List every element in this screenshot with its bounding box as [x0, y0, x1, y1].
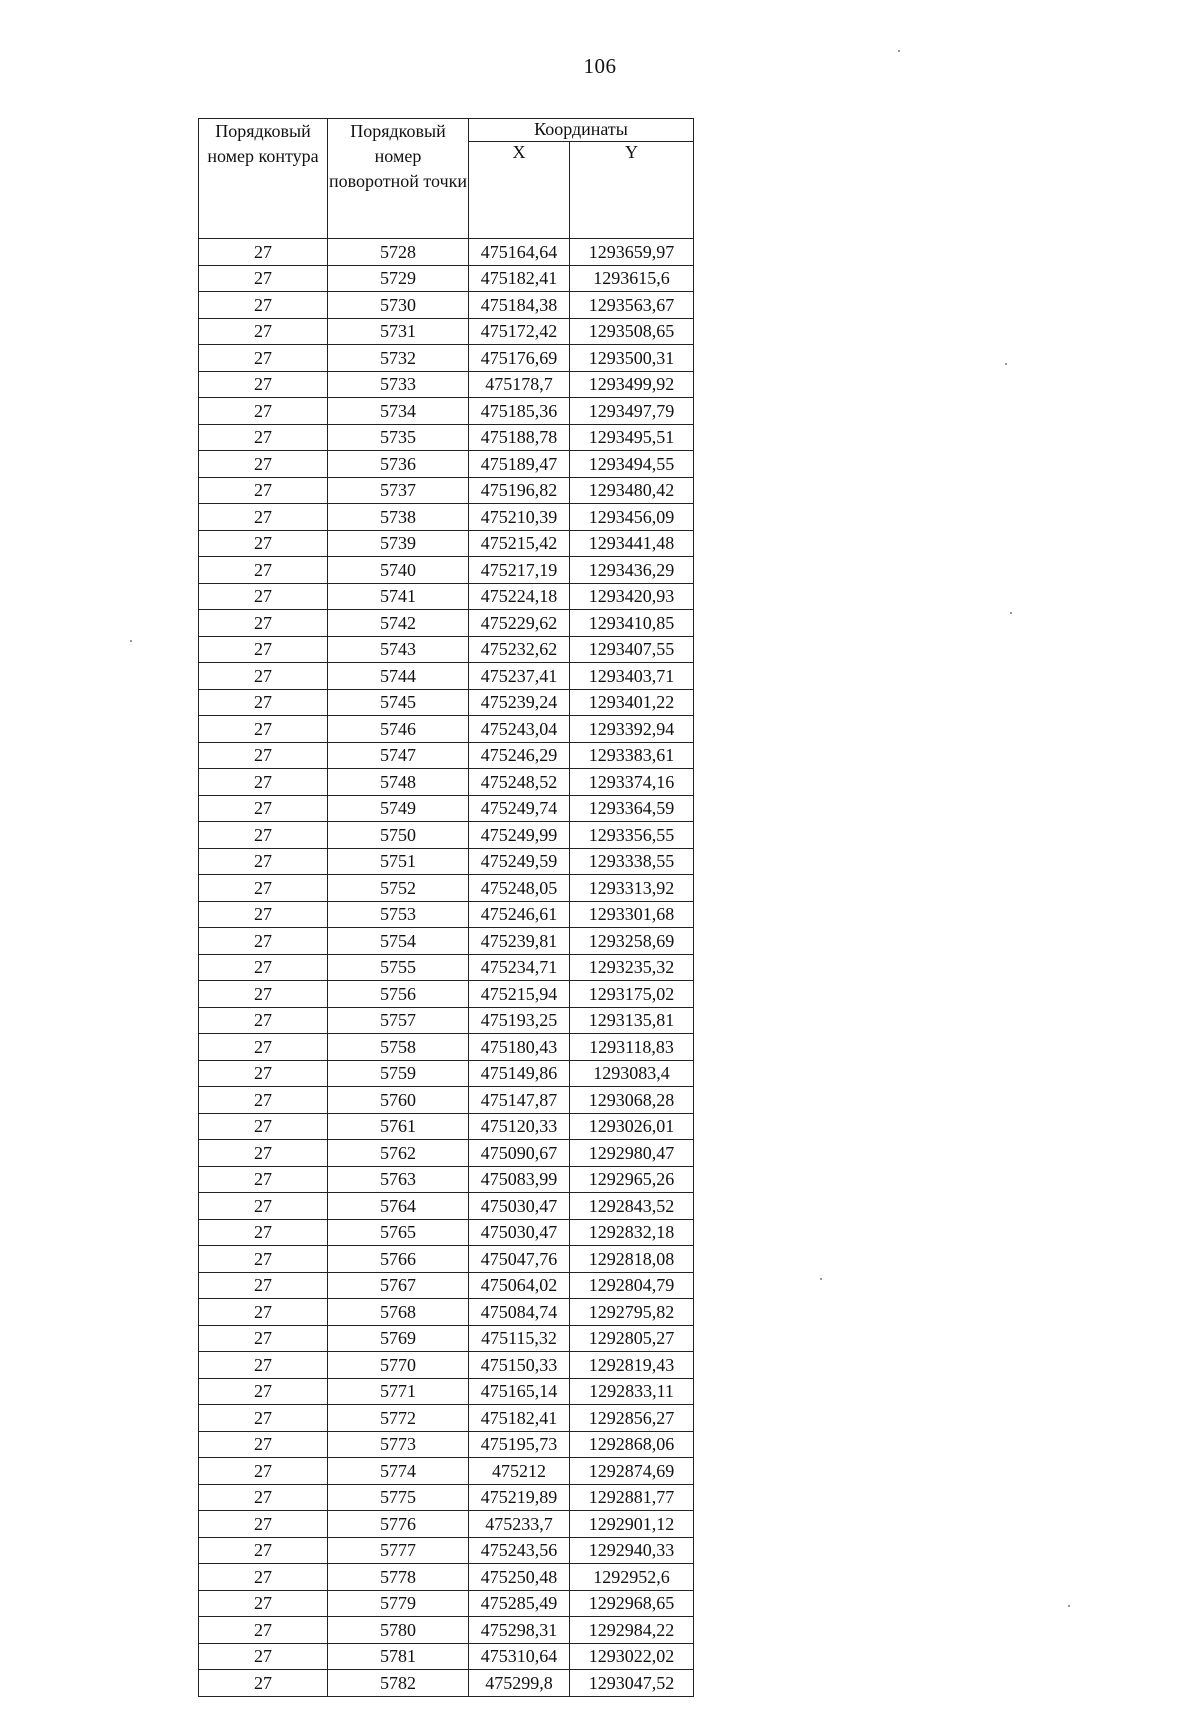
cell-x: 475233,7	[469, 1511, 570, 1538]
cell-y: 1293615,6	[570, 265, 694, 292]
cell-contour-number: 27	[199, 1140, 328, 1167]
cell-contour-number: 27	[199, 345, 328, 372]
cell-y: 1292968,65	[570, 1590, 694, 1617]
table-row	[199, 1219, 694, 1246]
cell-y: 1293083,4	[570, 1060, 694, 1087]
table-row	[199, 1325, 694, 1352]
cell-point-number: 5740	[328, 557, 469, 584]
cell-y: 1292940,33	[570, 1537, 694, 1564]
table-row	[199, 451, 694, 478]
table-header	[199, 119, 694, 239]
table-row	[199, 928, 694, 955]
cell-contour-number: 27	[199, 1060, 328, 1087]
cell-y: 1293258,69	[570, 928, 694, 955]
table-row	[199, 530, 694, 557]
cell-point-number: 5734	[328, 398, 469, 425]
cell-y: 1293301,68	[570, 901, 694, 928]
cell-x: 475030,47	[469, 1193, 570, 1220]
cell-point-number: 5739	[328, 530, 469, 557]
cell-y: 1293022,02	[570, 1643, 694, 1670]
cell-point-number: 5773	[328, 1431, 469, 1458]
cell-point-number: 5751	[328, 848, 469, 875]
table-row	[199, 1590, 694, 1617]
table-body	[199, 239, 694, 1697]
cell-point-number: 5750	[328, 822, 469, 849]
cell-contour-number: 27	[199, 1670, 328, 1697]
cell-y: 1293456,09	[570, 504, 694, 531]
cell-y: 1293480,42	[570, 477, 694, 504]
table-row	[199, 848, 694, 875]
cell-point-number: 5744	[328, 663, 469, 690]
table-row	[199, 1193, 694, 1220]
cell-x: 475150,33	[469, 1352, 570, 1379]
cell-x: 475248,52	[469, 769, 570, 796]
table-row	[199, 1299, 694, 1326]
cell-contour-number: 27	[199, 424, 328, 451]
table-row	[199, 477, 694, 504]
cell-y: 1293563,67	[570, 292, 694, 319]
cell-x: 475229,62	[469, 610, 570, 637]
cell-point-number: 5745	[328, 689, 469, 716]
cell-contour-number: 27	[199, 1564, 328, 1591]
cell-point-number: 5765	[328, 1219, 469, 1246]
cell-contour-number: 27	[199, 663, 328, 690]
cell-y: 1293494,55	[570, 451, 694, 478]
cell-contour-number: 27	[199, 742, 328, 769]
cell-contour-number: 27	[199, 1219, 328, 1246]
cell-contour-number: 27	[199, 1458, 328, 1485]
header-y: Y	[570, 142, 694, 239]
cell-y: 1293420,93	[570, 583, 694, 610]
cell-contour-number: 27	[199, 795, 328, 822]
cell-y: 1293508,65	[570, 318, 694, 345]
cell-contour-number: 27	[199, 981, 328, 1008]
cell-contour-number: 27	[199, 318, 328, 345]
cell-point-number: 5729	[328, 265, 469, 292]
table-row	[199, 1405, 694, 1432]
cell-y: 1292804,79	[570, 1272, 694, 1299]
cell-point-number: 5730	[328, 292, 469, 319]
cell-y: 1293499,92	[570, 371, 694, 398]
table-row	[199, 292, 694, 319]
cell-x: 475224,18	[469, 583, 570, 610]
cell-x: 475182,41	[469, 1405, 570, 1432]
cell-contour-number: 27	[199, 557, 328, 584]
header-point-number: Порядковый номер поворотной точки	[328, 119, 469, 239]
cell-point-number: 5733	[328, 371, 469, 398]
table-row	[199, 371, 694, 398]
cell-point-number: 5775	[328, 1484, 469, 1511]
scan-speck	[1068, 1605, 1070, 1607]
cell-contour-number: 27	[199, 477, 328, 504]
cell-point-number: 5738	[328, 504, 469, 531]
table-row	[199, 318, 694, 345]
cell-point-number: 5760	[328, 1087, 469, 1114]
cell-point-number: 5780	[328, 1617, 469, 1644]
cell-x: 475217,19	[469, 557, 570, 584]
cell-point-number: 5728	[328, 239, 469, 266]
cell-point-number: 5761	[328, 1113, 469, 1140]
cell-x: 475115,32	[469, 1325, 570, 1352]
cell-contour-number: 27	[199, 716, 328, 743]
cell-contour-number: 27	[199, 1007, 328, 1034]
table-row	[199, 1564, 694, 1591]
cell-y: 1292901,12	[570, 1511, 694, 1538]
cell-y: 1292818,08	[570, 1246, 694, 1273]
table-row	[199, 1166, 694, 1193]
table-row	[199, 1511, 694, 1538]
cell-point-number: 5774	[328, 1458, 469, 1485]
table-row	[199, 398, 694, 425]
cell-contour-number: 27	[199, 848, 328, 875]
cell-x: 475215,42	[469, 530, 570, 557]
cell-y: 1292874,69	[570, 1458, 694, 1485]
cell-point-number: 5763	[328, 1166, 469, 1193]
cell-point-number: 5753	[328, 901, 469, 928]
table-row	[199, 901, 694, 928]
cell-contour-number: 27	[199, 1617, 328, 1644]
table-row	[199, 1643, 694, 1670]
cell-contour-number: 27	[199, 610, 328, 637]
cell-point-number: 5781	[328, 1643, 469, 1670]
cell-point-number: 5731	[328, 318, 469, 345]
cell-point-number: 5776	[328, 1511, 469, 1538]
cell-y: 1292819,43	[570, 1352, 694, 1379]
header-x: X	[469, 142, 570, 239]
cell-x: 475083,99	[469, 1166, 570, 1193]
cell-x: 475232,62	[469, 636, 570, 663]
cell-contour-number: 27	[199, 769, 328, 796]
table-row	[199, 954, 694, 981]
cell-point-number: 5743	[328, 636, 469, 663]
table-row	[199, 610, 694, 637]
cell-contour-number: 27	[199, 1034, 328, 1061]
cell-x: 475250,48	[469, 1564, 570, 1591]
cell-x: 475243,56	[469, 1537, 570, 1564]
cell-y: 1293436,29	[570, 557, 694, 584]
table-row	[199, 1007, 694, 1034]
cell-point-number: 5746	[328, 716, 469, 743]
table-row	[199, 1034, 694, 1061]
table-row	[199, 742, 694, 769]
cell-contour-number: 27	[199, 689, 328, 716]
cell-x: 475210,39	[469, 504, 570, 531]
cell-y: 1293135,81	[570, 1007, 694, 1034]
cell-x: 475237,41	[469, 663, 570, 690]
cell-contour-number: 27	[199, 901, 328, 928]
cell-point-number: 5762	[328, 1140, 469, 1167]
cell-y: 1292843,52	[570, 1193, 694, 1220]
cell-contour-number: 27	[199, 1643, 328, 1670]
cell-x: 475120,33	[469, 1113, 570, 1140]
cell-contour-number: 27	[199, 928, 328, 955]
cell-y: 1293374,16	[570, 769, 694, 796]
table-row	[199, 583, 694, 610]
cell-x: 475165,14	[469, 1378, 570, 1405]
cell-y: 1293356,55	[570, 822, 694, 849]
cell-y: 1293441,48	[570, 530, 694, 557]
cell-x: 475185,36	[469, 398, 570, 425]
cell-contour-number: 27	[199, 875, 328, 902]
cell-point-number: 5771	[328, 1378, 469, 1405]
cell-point-number: 5769	[328, 1325, 469, 1352]
cell-point-number: 5749	[328, 795, 469, 822]
cell-x: 475249,74	[469, 795, 570, 822]
cell-x: 475298,31	[469, 1617, 570, 1644]
cell-point-number: 5752	[328, 875, 469, 902]
cell-x: 475090,67	[469, 1140, 570, 1167]
cell-contour-number: 27	[199, 583, 328, 610]
table-row	[199, 716, 694, 743]
table-row	[199, 239, 694, 266]
cell-y: 1293364,59	[570, 795, 694, 822]
cell-point-number: 5755	[328, 954, 469, 981]
cell-x: 475149,86	[469, 1060, 570, 1087]
cell-x: 475172,42	[469, 318, 570, 345]
cell-x: 475239,81	[469, 928, 570, 955]
cell-x: 475180,43	[469, 1034, 570, 1061]
cell-contour-number: 27	[199, 1511, 328, 1538]
cell-contour-number: 27	[199, 1352, 328, 1379]
cell-y: 1293500,31	[570, 345, 694, 372]
cell-point-number: 5748	[328, 769, 469, 796]
table-row	[199, 769, 694, 796]
cell-x: 475249,59	[469, 848, 570, 875]
cell-y: 1293047,52	[570, 1670, 694, 1697]
table-row	[199, 345, 694, 372]
cell-y: 1292952,6	[570, 1564, 694, 1591]
table-row	[199, 1537, 694, 1564]
table-row	[199, 1140, 694, 1167]
table-row	[199, 636, 694, 663]
scan-speck	[820, 1278, 822, 1280]
cell-contour-number: 27	[199, 504, 328, 531]
cell-point-number: 5758	[328, 1034, 469, 1061]
table-row	[199, 822, 694, 849]
cell-contour-number: 27	[199, 822, 328, 849]
cell-contour-number: 27	[199, 398, 328, 425]
table-row	[199, 1378, 694, 1405]
cell-x: 475234,71	[469, 954, 570, 981]
cell-x: 475176,69	[469, 345, 570, 372]
table-row	[199, 1484, 694, 1511]
scan-speck	[1005, 363, 1007, 365]
cell-y: 1292832,18	[570, 1219, 694, 1246]
header-coordinates: Координаты	[469, 119, 694, 142]
cell-point-number: 5759	[328, 1060, 469, 1087]
cell-point-number: 5777	[328, 1537, 469, 1564]
cell-contour-number: 27	[199, 1537, 328, 1564]
cell-x: 475195,73	[469, 1431, 570, 1458]
cell-point-number: 5742	[328, 610, 469, 637]
cell-y: 1293026,01	[570, 1113, 694, 1140]
cell-contour-number: 27	[199, 1405, 328, 1432]
cell-x: 475193,25	[469, 1007, 570, 1034]
cell-x: 475246,29	[469, 742, 570, 769]
cell-x: 475212	[469, 1458, 570, 1485]
cell-y: 1293659,97	[570, 239, 694, 266]
cell-contour-number: 27	[199, 1378, 328, 1405]
cell-y: 1293403,71	[570, 663, 694, 690]
cell-y: 1292881,77	[570, 1484, 694, 1511]
cell-y: 1292833,11	[570, 1378, 694, 1405]
table-row	[199, 1617, 694, 1644]
cell-y: 1293497,79	[570, 398, 694, 425]
cell-y: 1292980,47	[570, 1140, 694, 1167]
scan-speck	[130, 640, 132, 642]
cell-x: 475189,47	[469, 451, 570, 478]
cell-x: 475196,82	[469, 477, 570, 504]
cell-x: 475030,47	[469, 1219, 570, 1246]
cell-x: 475047,76	[469, 1246, 570, 1273]
cell-contour-number: 27	[199, 1484, 328, 1511]
table-row	[199, 795, 694, 822]
table-row	[199, 875, 694, 902]
cell-point-number: 5736	[328, 451, 469, 478]
cell-x: 475184,38	[469, 292, 570, 319]
cell-contour-number: 27	[199, 954, 328, 981]
cell-x: 475243,04	[469, 716, 570, 743]
cell-y: 1292868,06	[570, 1431, 694, 1458]
header-contour-number: Порядковый номер контура	[199, 119, 328, 239]
cell-y: 1293392,94	[570, 716, 694, 743]
cell-contour-number: 27	[199, 239, 328, 266]
table-row	[199, 504, 694, 531]
scan-speck	[898, 50, 900, 52]
cell-point-number: 5768	[328, 1299, 469, 1326]
cell-x: 475248,05	[469, 875, 570, 902]
table-row	[199, 1670, 694, 1697]
cell-y: 1293410,85	[570, 610, 694, 637]
cell-point-number: 5737	[328, 477, 469, 504]
table-row	[199, 424, 694, 451]
cell-contour-number: 27	[199, 1272, 328, 1299]
cell-contour-number: 27	[199, 265, 328, 292]
cell-contour-number: 27	[199, 1299, 328, 1326]
cell-point-number: 5772	[328, 1405, 469, 1432]
table-row	[199, 265, 694, 292]
cell-y: 1292984,22	[570, 1617, 694, 1644]
cell-contour-number: 27	[199, 1431, 328, 1458]
cell-point-number: 5747	[328, 742, 469, 769]
cell-contour-number: 27	[199, 1590, 328, 1617]
cell-x: 475246,61	[469, 901, 570, 928]
cell-contour-number: 27	[199, 292, 328, 319]
cell-y: 1292965,26	[570, 1166, 694, 1193]
table-row	[199, 1246, 694, 1273]
table-row	[199, 1458, 694, 1485]
cell-y: 1293407,55	[570, 636, 694, 663]
cell-x: 475215,94	[469, 981, 570, 1008]
cell-x: 475249,99	[469, 822, 570, 849]
page-number: 106	[583, 54, 617, 78]
table-row	[199, 1087, 694, 1114]
table-row	[199, 689, 694, 716]
cell-x: 475182,41	[469, 265, 570, 292]
cell-contour-number: 27	[199, 1113, 328, 1140]
cell-x: 475147,87	[469, 1087, 570, 1114]
cell-point-number: 5764	[328, 1193, 469, 1220]
cell-y: 1293338,55	[570, 848, 694, 875]
cell-contour-number: 27	[199, 530, 328, 557]
cell-point-number: 5732	[328, 345, 469, 372]
cell-x: 475188,78	[469, 424, 570, 451]
cell-contour-number: 27	[199, 1193, 328, 1220]
cell-x: 475299,8	[469, 1670, 570, 1697]
cell-x: 475178,7	[469, 371, 570, 398]
cell-point-number: 5770	[328, 1352, 469, 1379]
cell-y: 1293118,83	[570, 1034, 694, 1061]
cell-y: 1292805,27	[570, 1325, 694, 1352]
cell-y: 1293235,32	[570, 954, 694, 981]
cell-contour-number: 27	[199, 1325, 328, 1352]
cell-contour-number: 27	[199, 1087, 328, 1114]
table-row	[199, 663, 694, 690]
cell-y: 1293383,61	[570, 742, 694, 769]
cell-x: 475064,02	[469, 1272, 570, 1299]
table-row	[199, 1431, 694, 1458]
table-row	[199, 1272, 694, 1299]
cell-point-number: 5741	[328, 583, 469, 610]
cell-point-number: 5782	[328, 1670, 469, 1697]
cell-x: 475084,74	[469, 1299, 570, 1326]
cell-point-number: 5779	[328, 1590, 469, 1617]
cell-point-number: 5757	[328, 1007, 469, 1034]
cell-y: 1293068,28	[570, 1087, 694, 1114]
cell-x: 475285,49	[469, 1590, 570, 1617]
cell-contour-number: 27	[199, 1246, 328, 1273]
cell-contour-number: 27	[199, 1166, 328, 1193]
cell-y: 1293495,51	[570, 424, 694, 451]
cell-x: 475164,64	[469, 239, 570, 266]
cell-y: 1293175,02	[570, 981, 694, 1008]
cell-y: 1293401,22	[570, 689, 694, 716]
cell-contour-number: 27	[199, 371, 328, 398]
table-row	[199, 1352, 694, 1379]
table-row	[199, 981, 694, 1008]
cell-x: 475310,64	[469, 1643, 570, 1670]
cell-contour-number: 27	[199, 636, 328, 663]
cell-x: 475219,89	[469, 1484, 570, 1511]
cell-x: 475239,24	[469, 689, 570, 716]
cell-y: 1293313,92	[570, 875, 694, 902]
cell-y: 1292856,27	[570, 1405, 694, 1432]
cell-contour-number: 27	[199, 451, 328, 478]
cell-point-number: 5766	[328, 1246, 469, 1273]
table-row	[199, 557, 694, 584]
cell-point-number: 5756	[328, 981, 469, 1008]
cell-point-number: 5754	[328, 928, 469, 955]
cell-point-number: 5778	[328, 1564, 469, 1591]
table-row	[199, 1060, 694, 1087]
cell-point-number: 5735	[328, 424, 469, 451]
cell-point-number: 5767	[328, 1272, 469, 1299]
table-row	[199, 1113, 694, 1140]
coordinates-table	[198, 118, 694, 1697]
cell-y: 1292795,82	[570, 1299, 694, 1326]
scan-speck	[1010, 612, 1012, 614]
